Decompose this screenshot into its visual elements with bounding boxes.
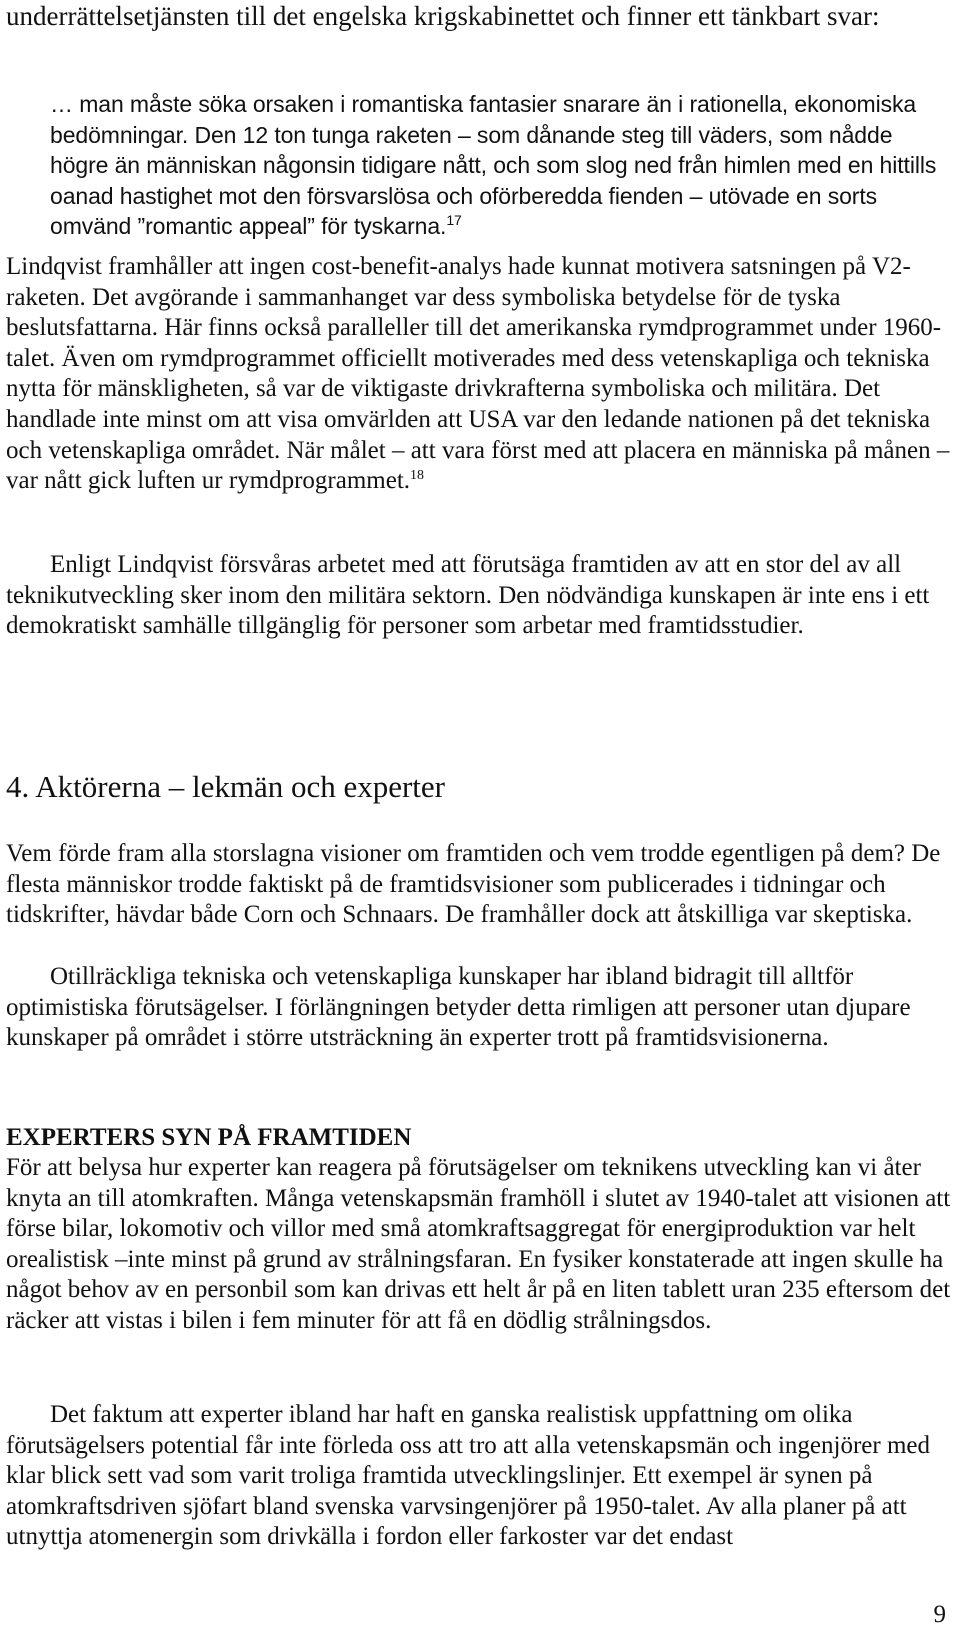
- paragraph-1: [6, 252, 954, 497]
- paragraph-6: Det faktum att experter ibland har haft en ganska realistisk uppfattning om olika förutsägelsers potential får inte förleda oss att tro att alla vetenskapsmän och ingenjörer med klar blick sett vad som varit troliga framtida utvecklingslinjer. Ett exempel är synen på atomkraftsdriven sjöfart bland svenska varvsingenjörer på 1950-talet. Av alla planer på att utnyttja atomenergin som drivkälla i fordon eller farkoster var det endast: [6, 1401, 930, 1551]
- paragraph-4: Otillräckliga tekniska och vetenskapliga kunskaper har ibland bidragit till alltför optimistiska förutsägelser. I förlängningen betyder detta rimligen att personer utan djupare kunskaper på området i större utsträckning än experter trott på framtidsvisionerna.: [6, 963, 911, 1052]
- paragraph-1-text: Lindqvist framhåller att ingen cost-benefit-analys hade kunnat motivera satsningen på V2-raketen. Det avgörande i sammanhanget var dess symboliska betydelse för de tyska beslutsfattarna. Här finns också paralleller till det amerikanska rymdprogrammet under 1960-talet. Även om rymdprogrammet officiellt motiverades med dess vetenskapliga och tekniska nytta för mänskligheten, så var de viktigaste drivkrafterna symboliska och militära. Det handlade inte minst om att visa omvärlden att USA var den ledande nationen på det tekniska och vetenskapliga området. När målet – att vara först med att placera en människa på månen – var nått gick luften ur rymdprogrammet.: [6, 253, 950, 495]
- block-quote: [50, 89, 945, 242]
- lead-paragraph: underrättelsetjänsten till det engelska krigskabinettet och finner ett tänkbart svar:: [6, 1, 880, 31]
- block-quote-text: … man måste söka orsaken i romantiska fantasier snarare än i rationella, ekonomiska bedömningar. Den 12 ton tunga raketen – som dånande steg till väders, som nådde högre än människan någonsin tidigare nått, och som slog ned från himlen med en hittills oanad hastighet mot den försvarslösa och oförberedda fienden – utövade en sorts omvänd ”romantic appeal” för tyskarna.: [50, 91, 937, 239]
- footnote-marker: 17: [446, 212, 462, 228]
- subsection-heading: EXPERTERS SYN PÅ FRAMTIDEN: [6, 1124, 412, 1151]
- paragraph-2: Enligt Lindqvist försvåras arbetet med att förutsäga framtiden av att en stor del av all teknikutveckling sker inom den militära sektorn. Den nödvändiga kunskapen är inte ens i ett demokratiskt samhälle tillgänglig för personer som arbetar med framtidsstudier.: [6, 551, 930, 640]
- paragraph-5: För att belysa hur experter kan reagera på förutsägelser om teknikens utveckling kan vi åter knyta an till atomkraften. Många vetenskapsmän framhöll i slutet av 1940-talet att visionen att förse bilar, lokomotiv och villor med små atomkraftsaggregat för energiproduktion var helt orealistisk –inte minst på grund av strålningsfaran. En fysiker konstaterade att ingen skulle ha något behov av en personbil som kan drivas ett helt år på en liten tablett uran 235 eftersom det räcker att vistas i bilen i fem minuter för att få en dödlig strålningsdos.: [6, 1154, 951, 1334]
- footnote-marker: 18: [410, 468, 425, 484]
- page-number: 9: [933, 1601, 946, 1628]
- section-heading: 4. Aktörerna – lekmän och experter: [6, 769, 445, 804]
- paragraph-3: Vem förde fram alla storslagna visioner om framtiden och vem trodde egentligen på dem? De flesta människor trodde faktiskt på de framtidsvisioner som publicerades i tidningar och tidskrifter, hävdar både Corn och Schnaars. De framhåller dock att åtskilliga var skeptiska.: [6, 840, 941, 929]
